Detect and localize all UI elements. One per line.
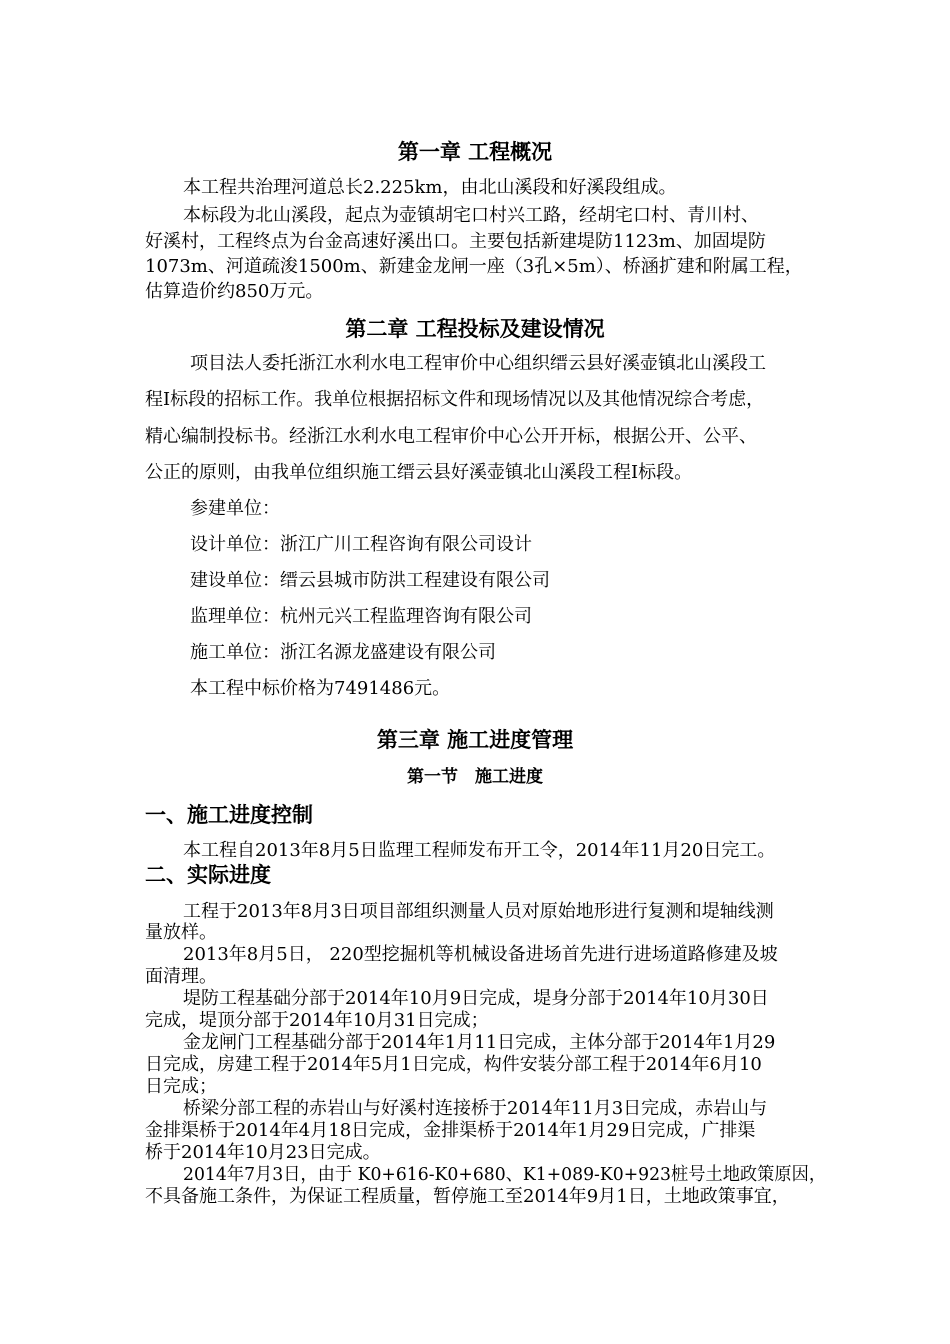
paragraph-line: 日完成，房建工程于2014年5月1日完成，构件安装分部工程于2014年6月10	[145, 1054, 762, 1075]
paragraph-line: 量放样。	[145, 922, 217, 943]
paragraph-line: 本工程自2013年8月5日监理工程师发布开工令，2014年11月20日完工。	[183, 840, 776, 861]
paragraph-line: 估算造价约850万元。	[145, 281, 324, 302]
construction-owner-unit: 建设单位：缙云县城市防洪工程建设有限公司	[190, 570, 550, 591]
paragraph-line: 桥于2014年10月23日完成。	[145, 1142, 381, 1163]
chapter-3-title: 第三章 施工进度管理	[376, 728, 574, 752]
paragraph-line: 面清理。	[145, 966, 217, 987]
subsection-actual-progress-title: 二、实际进度	[145, 863, 271, 887]
paragraph-line: 本工程共治理河道总长2.225km，由北山溪段和好溪段组成。	[183, 177, 677, 198]
paragraph-line: 程Ⅰ标段的招标工作。我单位根据招标文件和现场情况以及其他情况综合考虑，	[145, 389, 765, 410]
paragraph-line: 完成，堤顶分部于2014年10月31日完成；	[145, 1010, 489, 1031]
paragraph-line: 1073m、河道疏浚1500m、新建金龙闸一座（3孔×5m）、桥涵扩建和附属工程，	[145, 256, 803, 277]
chapter-1-title: 第一章 工程概况	[397, 140, 553, 164]
paragraph-line: 不具备施工条件，为保证工程质量，暂停施工至2014年9月1日，土地政策事宜，	[145, 1186, 790, 1207]
paragraph-line: 桥梁分部工程的赤岩山与好溪村连接桥于2014年11月3日完成，赤岩山与	[183, 1098, 768, 1119]
design-unit: 设计单位：浙江广川工程咨询有限公司设计	[190, 534, 532, 555]
paragraph-line: 项目法人委托浙江水利水电工程审价中心组织缙云县好溪壶镇北山溪段工	[190, 353, 766, 374]
supervision-unit: 监理单位：杭州元兴工程监理咨询有限公司	[190, 606, 532, 627]
bid-price: 本工程中标价格为7491486元。	[190, 678, 451, 699]
paragraph-line: 好溪村，工程终点为台金高速好溪出口。主要包括新建堤防1123m、加固堤防	[145, 231, 766, 252]
paragraph-line: 金排渠桥于2014年4月18日完成，金排渠桥于2014年1月29日完成，广排渠	[145, 1120, 756, 1141]
paragraph-line: 精心编制投标书。经浙江水利水电工程审价中心公开开标，根据公开、公平、	[145, 426, 757, 447]
paragraph-line: 2013年8月5日， 220型挖掘机等机械设备进场首先进行进场道路修建及坡	[183, 944, 778, 965]
chapter-2-title: 第二章 工程投标及建设情况	[345, 317, 605, 341]
paragraph-line: 堤防工程基础分部于2014年10月9日完成，堤身分部于2014年10月30日	[183, 988, 769, 1009]
contractor-unit: 施工单位：浙江名源龙盛建设有限公司	[190, 642, 496, 663]
paragraph-line: 公正的原则，由我单位组织施工缙云县好溪壶镇北山溪段工程Ⅰ标段。	[145, 462, 693, 483]
paragraph-line: 金龙闸门工程基础分部于2014年1月11日完成，主体分部于2014年1月29	[183, 1032, 776, 1053]
paragraph-line: 日完成；	[145, 1076, 217, 1097]
subsection-progress-control-title: 一、施工进度控制	[145, 803, 313, 827]
participants-label: 参建单位：	[190, 498, 280, 519]
paragraph-line: 工程于2013年8月3日项目部组织测量人员对原始地形进行复测和堤轴线测	[183, 901, 774, 922]
paragraph-line: 本标段为北山溪段，起点为壶镇胡宅口村兴工路，经胡宅口村、青川村、	[183, 205, 759, 226]
section-1-title: 第一节 施工进度	[407, 767, 543, 787]
paragraph-line: 2014年7月3日，由于 K0+616-K0+680、K1+089-K0+923桩号土地政策原因，	[183, 1164, 827, 1185]
